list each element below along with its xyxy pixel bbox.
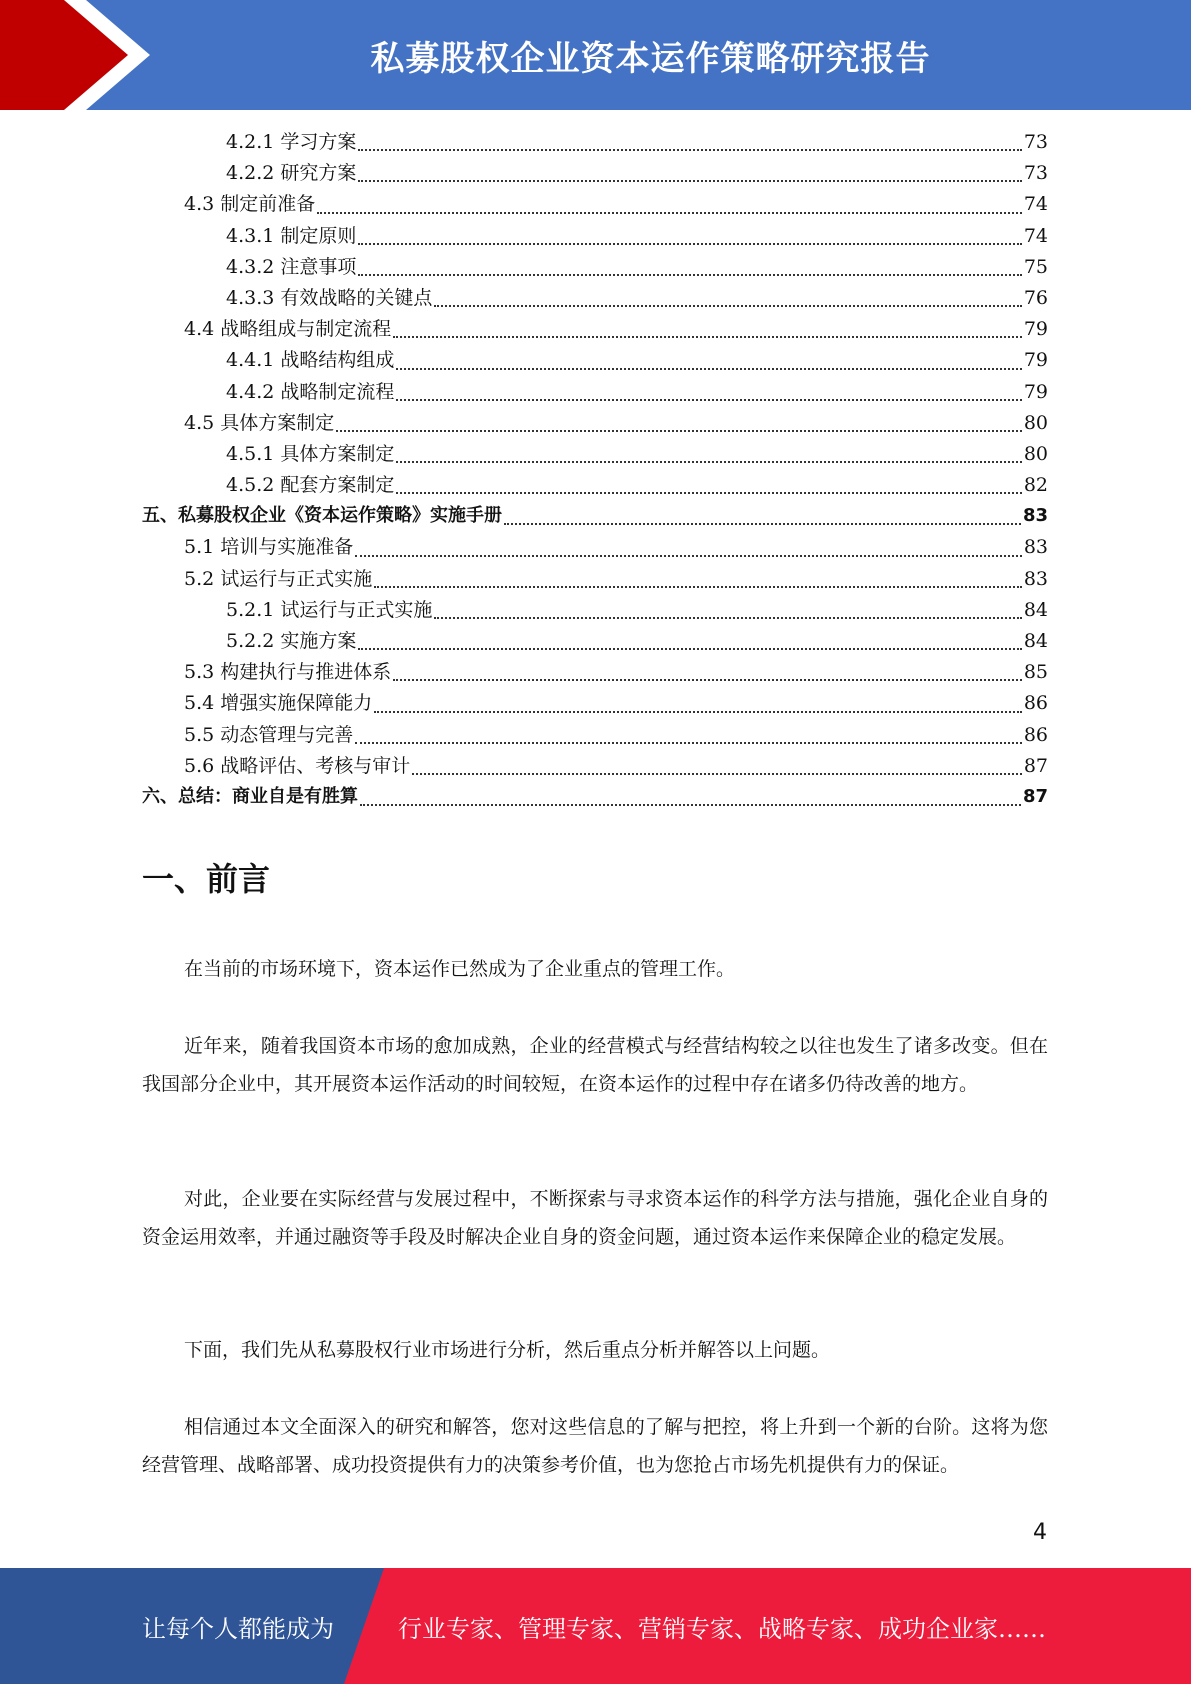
toc-leader-dots [358, 648, 1021, 650]
toc-entry[interactable] [142, 345, 1048, 376]
toc-entry-label: 4.5 具体方案制定 [184, 411, 335, 434]
page-number: 4 [1033, 1520, 1047, 1545]
section-heading: 一、前言 [142, 860, 271, 898]
toc-entry-label: 4.3.1 制定原则 [226, 224, 357, 247]
table-of-contents [142, 127, 1048, 813]
toc-entry[interactable] [142, 377, 1048, 408]
toc-entry-chapter[interactable] [142, 501, 1048, 532]
toc-entry-page: 87 [1022, 785, 1048, 807]
toc-leader-dots [358, 149, 1021, 151]
toc-entry-label: 4.4 战略组成与制定流程 [184, 318, 392, 341]
toc-entry-label: 5.5 动态管理与完善 [184, 723, 354, 746]
body-paragraph: 近年来，随着我国资本市场的愈加成熟，企业的经营模式与经营结构较之以往也发生了诸多改变。但在我国部分企业中，其开展资本运作活动的时间较短，在资本运作的过程中存在诸多仍待改善的地方。 [142, 1035, 1048, 1095]
toc-entry[interactable] [142, 283, 1048, 314]
toc-entry-page: 84 [1023, 598, 1048, 621]
toc-leader-dots [355, 742, 1022, 744]
chevron-arrow-icon [0, 0, 160, 110]
toc-entry-page: 76 [1023, 286, 1048, 309]
body-paragraph: 相信通过本文全面深入的研究和解答，您对这些信息的了解与把控，将上升到一个新的台阶。这将为您经营管理、战略部署、成功投资提供有力的决策参考价值，也为您抢占市场先机提供有力的保证。 [142, 1416, 1048, 1476]
toc-entry[interactable] [142, 252, 1048, 283]
toc-leader-dots [360, 804, 1021, 806]
toc-entry-label: 5.6 战略评估、考核与审计 [184, 754, 411, 777]
toc-entry-label: 5.2.1 试运行与正式实施 [226, 598, 433, 621]
toc-entry[interactable] [142, 720, 1048, 751]
footer-slogan-left: 让每个人都能成为 [142, 1614, 334, 1643]
toc-entry[interactable] [142, 532, 1048, 563]
toc-leader-dots [336, 430, 1022, 432]
toc-entry-label: 4.5.2 配套方案制定 [226, 474, 395, 497]
toc-entry-page: 75 [1023, 255, 1048, 278]
toc-entry-page: 79 [1023, 380, 1048, 403]
toc-entry-page: 82 [1023, 474, 1048, 497]
toc-entry-label: 4.4.2 战略制定流程 [226, 380, 395, 403]
toc-entry[interactable] [142, 564, 1048, 595]
toc-leader-dots [355, 555, 1022, 557]
toc-entry-page: 84 [1023, 630, 1048, 652]
toc-entry-label: 4.2.2 研究方案 [226, 162, 357, 185]
toc-entry-page: 86 [1023, 723, 1048, 746]
toc-entry-label: 5.2.2 实施方案 [226, 630, 357, 652]
toc-entry-page: 80 [1023, 442, 1048, 465]
toc-leader-dots [396, 461, 1021, 463]
toc-leader-dots [374, 586, 1022, 588]
document-title: 私募股权企业资本运作策略研究报告 [370, 38, 931, 79]
toc-entry[interactable] [142, 127, 1048, 158]
toc-entry-chapter[interactable] [142, 782, 1048, 813]
toc-leader-dots [393, 679, 1022, 681]
toc-entry-label: 4.3.2 注意事项 [226, 255, 357, 278]
toc-entry[interactable] [142, 221, 1048, 252]
body-paragraph: 在当前的市场环境下，资本运作已然成为了企业重点的管理工作。 [184, 958, 736, 980]
body-paragraph: 对此，企业要在实际经营与发展过程中，不断探索与寻求资本运作的科学方法与措施，强化企业自身的资金运用效率，并通过融资等手段及时解决企业自身的资金问题，通过资本运作来保障企业的稳定发展。 [142, 1188, 1048, 1248]
toc-entry[interactable] [142, 470, 1048, 501]
toc-leader-dots [358, 243, 1021, 245]
footer-slogan-right: 行业专家、管理专家、营销专家、战略专家、成功企业家…… [398, 1614, 1046, 1643]
toc-leader-dots [434, 305, 1021, 307]
toc-entry-page: 73 [1023, 131, 1048, 153]
toc-entry[interactable] [142, 314, 1048, 345]
toc-entry-label: 5.3 构建执行与推进体系 [184, 661, 392, 684]
toc-entry-page: 80 [1023, 411, 1048, 434]
toc-entry-label: 4.2.1 学习方案 [226, 131, 357, 153]
toc-leader-dots [434, 617, 1021, 619]
toc-entry-label: 五、私募股权企业《资本运作策略》实施手册 [142, 505, 502, 527]
toc-leader-dots [504, 523, 1021, 525]
toc-entry-label: 5.4 增强实施保障能力 [184, 692, 373, 715]
toc-entry[interactable] [142, 751, 1048, 782]
toc-entry-page: 79 [1023, 318, 1048, 341]
toc-entry-page: 83 [1023, 567, 1048, 590]
toc-entry-label: 六、总结：商业自是有胜算 [142, 785, 358, 807]
toc-leader-dots [358, 274, 1021, 276]
toc-leader-dots [396, 492, 1021, 494]
toc-entry-label: 5.2 试运行与正式实施 [184, 567, 373, 590]
toc-entry-page: 83 [1022, 505, 1048, 527]
toc-entry[interactable] [142, 408, 1048, 439]
toc-entry[interactable] [142, 657, 1048, 688]
toc-entry[interactable] [142, 439, 1048, 470]
toc-entry[interactable] [142, 688, 1048, 719]
toc-leader-dots [393, 336, 1022, 338]
toc-leader-dots [396, 368, 1021, 370]
toc-entry-page: 85 [1023, 661, 1048, 684]
toc-entry[interactable] [142, 626, 1048, 657]
toc-entry[interactable] [142, 595, 1048, 626]
toc-entry-label: 5.1 培训与实施准备 [184, 536, 354, 559]
toc-entry-page: 73 [1023, 162, 1048, 185]
footer-banner [0, 1568, 1191, 1684]
toc-entry-label: 4.3.3 有效战略的关键点 [226, 286, 433, 309]
toc-entry-page: 86 [1023, 692, 1048, 715]
header-banner [0, 0, 1191, 110]
body-paragraph: 下面，我们先从私募股权行业市场进行分析，然后重点分析并解答以上问题。 [184, 1339, 831, 1361]
toc-leader-dots [374, 711, 1022, 713]
toc-entry-page: 74 [1023, 224, 1048, 247]
toc-leader-dots [412, 773, 1022, 775]
toc-entry-page: 79 [1023, 349, 1048, 372]
toc-entry-label: 4.5.1 具体方案制定 [226, 442, 395, 465]
toc-entry[interactable] [142, 158, 1048, 189]
toc-entry-page: 74 [1023, 193, 1048, 216]
toc-entry-page: 87 [1023, 754, 1048, 777]
toc-entry-page: 83 [1023, 536, 1048, 559]
toc-leader-dots [396, 399, 1021, 401]
toc-entry-label: 4.3 制定前准备 [184, 193, 316, 216]
toc-entry[interactable] [142, 189, 1048, 220]
toc-leader-dots [317, 212, 1022, 214]
toc-leader-dots [358, 180, 1021, 182]
toc-entry-label: 4.4.1 战略结构组成 [226, 349, 395, 372]
